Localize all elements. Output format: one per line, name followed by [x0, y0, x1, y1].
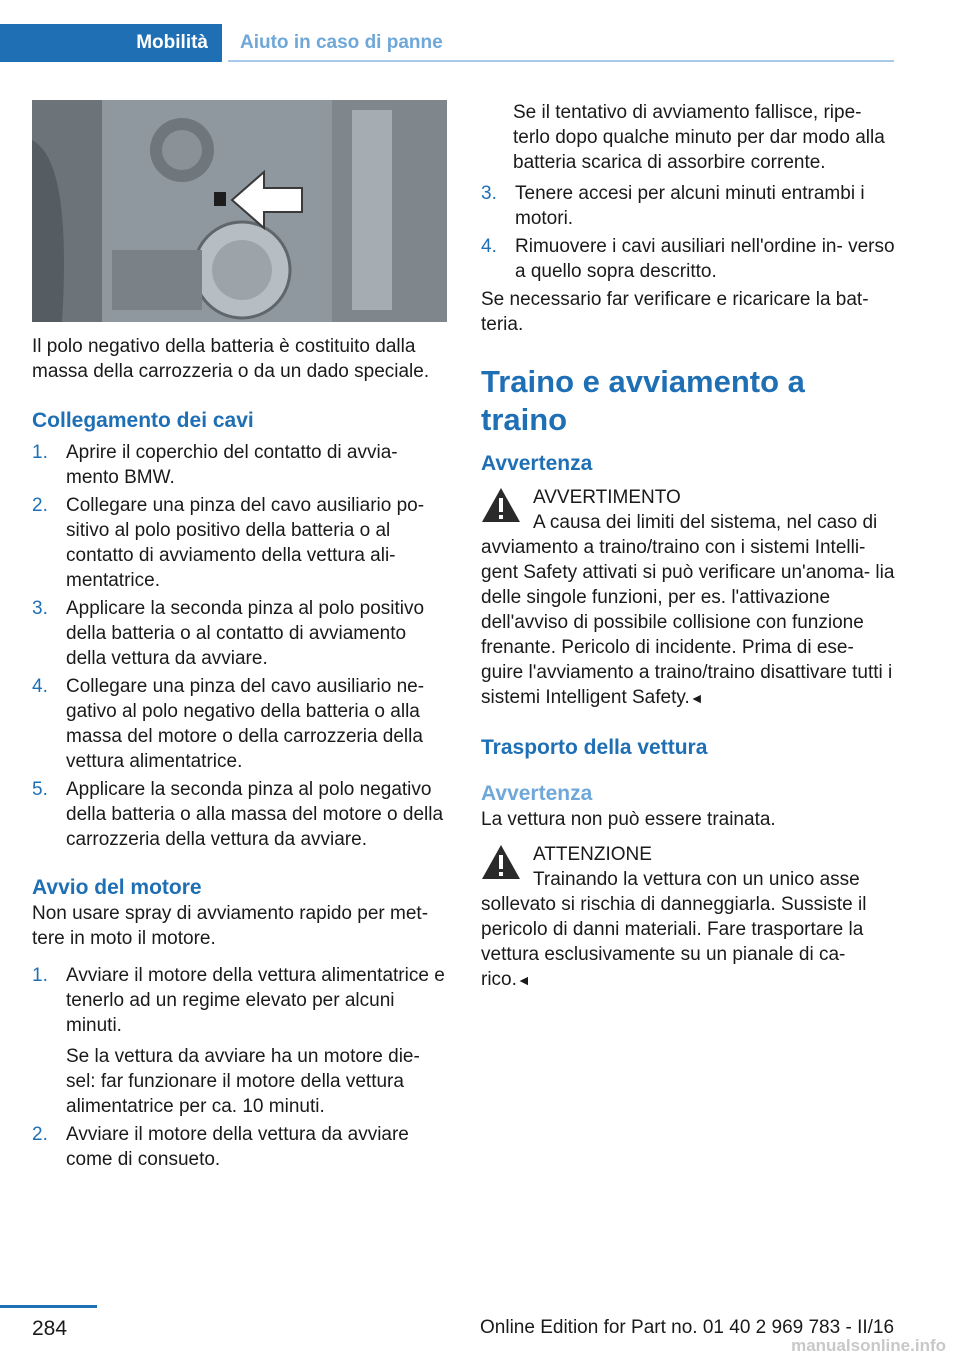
collegamento-steps	[32, 440, 447, 852]
heading-traino: Traino e avviamento a traino	[481, 364, 805, 437]
footer-rule	[0, 1305, 97, 1308]
heading-avvio: Avvio del motore	[32, 876, 202, 899]
engine-bay-illustration	[32, 100, 447, 322]
page-header	[0, 24, 894, 62]
heading-collegamento: Collegamento dei cavi	[32, 409, 254, 432]
avvio-intro: Non usare spray di avviamento rapido per met‐ tere in moto il motore.	[32, 903, 429, 949]
warning-text: sollevato si rischia di danneggiarla. Sussiste il pericolo di danni materiali. Fare trasportare la vettura esclusivamente su un pianale di ca‐ rico.◄	[481, 894, 867, 990]
warning-triangle-icon	[481, 487, 521, 523]
warning-triangle-icon	[481, 844, 521, 880]
trasporto-intro: La vettura non può essere trainata.	[481, 809, 776, 830]
right-column	[481, 100, 896, 993]
list-item: 1. Aprire il coperchio del contatto di avvia‐ mento BMW.	[32, 442, 398, 488]
warning-block-traino	[481, 485, 896, 711]
edition-text: Online Edition for Part no. 01 40 2 969 783 - II/16	[480, 1317, 895, 1338]
end-mark: ◄	[689, 690, 704, 706]
step-continuation: Se il tentativo di avviamento fallisce, ripe‐ terlo dopo qualche minuto per dar modo alla batteria scarica di assorbire corrente.	[513, 102, 885, 173]
warning-text-first-line: Trainando la vettura con un unico asse	[533, 869, 860, 890]
list-item: 2. Collegare una pinza del cavo ausiliario po‐ sitivo al polo positivo della batteria o al contatto di avviamento della vettura ali‐ mentatrice.	[32, 495, 425, 591]
heading-trasporto: Trasporto della vettura	[481, 736, 708, 759]
engine-bay-photo	[32, 100, 447, 322]
avvio-steps	[32, 963, 447, 1172]
warning-title: ATTENZIONE	[533, 844, 652, 865]
list-item: 3. Tenere accesi per alcuni minuti entrambi i motori.	[481, 183, 865, 229]
figure-caption: Il polo negativo della batteria è costituito dalla massa della carrozzeria o da un dado speciale.	[32, 336, 430, 382]
end-mark: ◄	[516, 972, 531, 988]
chapter-tab: Aiuto in caso di panne	[240, 32, 443, 53]
list-item: 1. Avviare il motore della vettura alimentatrice e tenerlo ad un regime elevato per alcuni minuti. Se la vettura da avviare ha un motore die‐ sel: far funzionare il motore della vettura alimentatrice per ca. 10 minuti.	[32, 963, 447, 1119]
warning-text: avviamento a traino/traino con i sistemi Intelli‐ gent Safety attivati si può verificare un'anoma‐ lia delle singole funzioni, per es. l'attivazione dell'avviso di possibile collisione con funzione frenante. Pericolo di incidente. Prima di ese‐ guire l'avviamento a traino/traino disattivare tutti i sistemi Intelligent Safety.◄	[481, 537, 895, 708]
warning-title: AVVERTIMENTO	[533, 487, 681, 508]
heading-avvertenza-trasporto: Avvertenza	[481, 782, 593, 805]
avvio-steps-continued	[481, 181, 896, 284]
list-item-note: Se la vettura da avviare ha un motore die‐ sel: far funzionare il motore della vettura alimentatrice per ca. 10 minuti.	[66, 1046, 420, 1117]
list-item: 2. Avviare il motore della vettura da avviare come di consueto.	[32, 1124, 409, 1170]
watermark: manualsonline.info	[791, 1336, 946, 1355]
header-rule	[228, 60, 894, 62]
page-number: 284	[32, 1317, 68, 1340]
list-item: 3. Applicare la seconda pinza al polo positivo della batteria o al contatto di avviamento della vettura da avviare.	[32, 598, 425, 669]
list-item: 4. Collegare una pinza del cavo ausiliario ne‐ gativo al polo negativo della batteria o alla massa del motore o della carrozzeria della vettura alimentatrice.	[32, 676, 425, 772]
warning-text-first-line: A causa dei limiti del sistema, nel caso di	[533, 512, 878, 533]
battery-note: Se necessario far verificare e ricaricare la bat‐ teria.	[481, 289, 869, 335]
list-item: 4. Rimuovere i cavi ausiliari nell'ordine in‐ verso a quello sopra descritto.	[481, 236, 895, 282]
warning-block-trasporto	[481, 842, 896, 993]
section-tab: Mobilità	[0, 24, 222, 62]
left-column	[32, 100, 447, 1175]
list-item: 5. Applicare la seconda pinza al polo negativo della batteria o alla massa del motore o della carrozzeria della vettura da avviare.	[32, 779, 444, 850]
heading-avvertenza-traino: Avvertenza	[481, 452, 593, 475]
